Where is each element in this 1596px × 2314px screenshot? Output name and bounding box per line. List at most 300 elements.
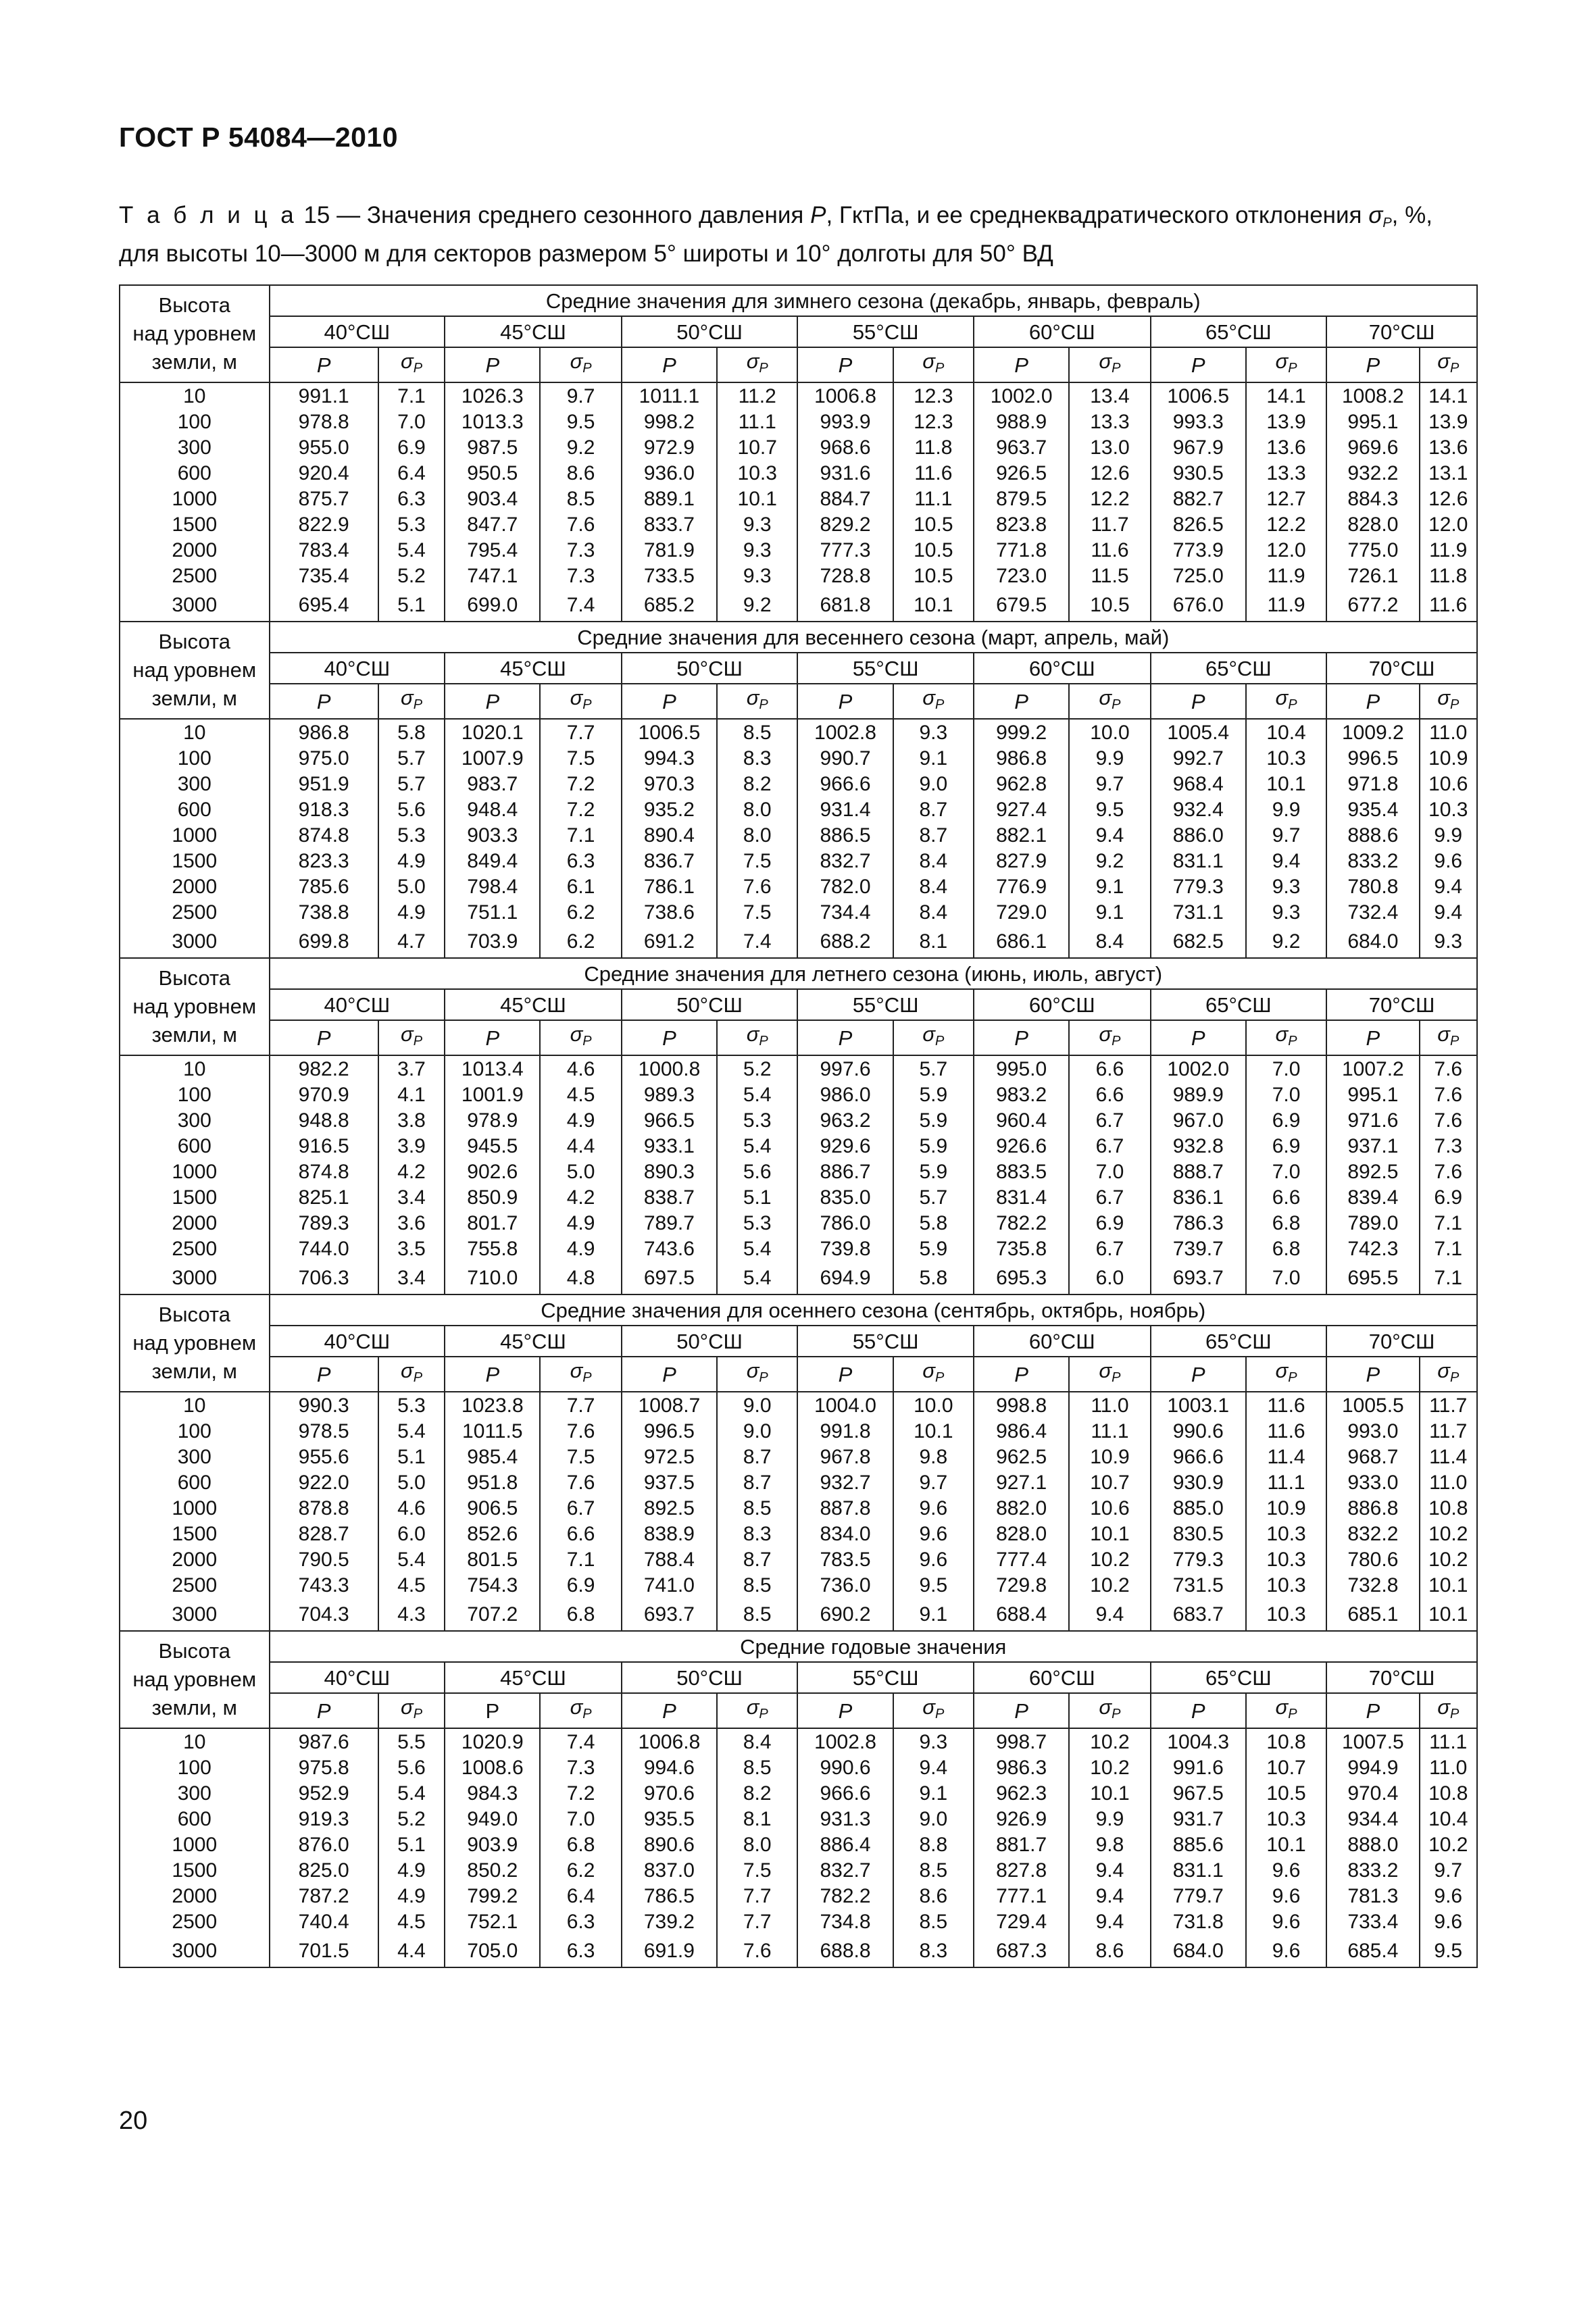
sigma-value: 7.6 bbox=[540, 511, 621, 537]
sigma-value: 5.1 bbox=[717, 1184, 797, 1210]
sigma-value: 9.3 bbox=[717, 563, 797, 588]
height-header-line: над уровнем bbox=[132, 322, 257, 345]
pressure-value: 687.3 bbox=[974, 1934, 1069, 1967]
pressure-value: 732.4 bbox=[1326, 899, 1419, 925]
pressure-value: 823.8 bbox=[974, 511, 1069, 537]
latitude-header: 45°СШ bbox=[445, 653, 622, 684]
height-value: 300 bbox=[120, 1444, 270, 1469]
sigma-value: 10.1 bbox=[893, 1418, 974, 1444]
pressure-value: 988.9 bbox=[974, 409, 1069, 434]
latitude-header: 40°СШ bbox=[270, 1662, 445, 1693]
sigma-value: 11.6 bbox=[893, 460, 974, 486]
height-value: 2500 bbox=[120, 1909, 270, 1934]
pressure-value: 831.1 bbox=[1151, 848, 1246, 874]
sigma-column-header bbox=[893, 684, 974, 719]
latitude-header-row bbox=[120, 989, 1477, 1020]
pressure-value: 690.2 bbox=[797, 1598, 893, 1631]
latitude-header-row bbox=[120, 316, 1477, 347]
sigma-value: 7.5 bbox=[717, 848, 797, 874]
pressure-value: 779.7 bbox=[1151, 1883, 1246, 1909]
sigma-value: 9.0 bbox=[717, 1392, 797, 1418]
latitude-header: 70°СШ bbox=[1326, 989, 1477, 1020]
pressure-value: 972.9 bbox=[622, 434, 717, 460]
sigma-glyph: σ bbox=[401, 686, 414, 709]
sigma-subscript: P bbox=[413, 1707, 423, 1721]
sigma-subscript: P bbox=[1449, 1034, 1460, 1049]
pressure-value: 927.4 bbox=[974, 797, 1069, 822]
sigma-subscript: P bbox=[582, 697, 592, 712]
sigma-value: 9.3 bbox=[1246, 874, 1326, 899]
sigma-subscript: P bbox=[1112, 361, 1121, 376]
sigma-value: 9.0 bbox=[893, 1806, 974, 1832]
pressure-value: 984.3 bbox=[445, 1780, 540, 1806]
sigma-value: 3.8 bbox=[378, 1107, 445, 1133]
sigma-value: 6.9 bbox=[1069, 1210, 1150, 1236]
pressure-value: 1004.3 bbox=[1151, 1728, 1246, 1755]
latitude-header: 65°СШ bbox=[1151, 316, 1327, 347]
sigma-value: 10.5 bbox=[893, 563, 974, 588]
pressure-value: 998.8 bbox=[974, 1392, 1069, 1418]
pressure-value: 728.8 bbox=[797, 563, 893, 588]
pressure-value: 949.0 bbox=[445, 1806, 540, 1832]
sigma-value: 9.1 bbox=[1069, 874, 1150, 899]
pressure-value: 834.0 bbox=[797, 1521, 893, 1546]
pressure-value: 801.7 bbox=[445, 1210, 540, 1236]
sigma-column-header bbox=[1246, 1693, 1326, 1728]
table-row bbox=[120, 460, 1477, 486]
sigma-value: 6.3 bbox=[540, 1934, 621, 1967]
section-title: Средние значения для весеннего сезона (март, апрель, май) bbox=[270, 622, 1477, 653]
sigma-glyph: σ bbox=[1099, 1022, 1112, 1046]
latitude-header: 45°СШ bbox=[445, 1326, 622, 1357]
sigma-value: 9.4 bbox=[1069, 1883, 1150, 1909]
sigma-value: 10.3 bbox=[1246, 745, 1326, 771]
sigma-value: 5.9 bbox=[893, 1082, 974, 1107]
height-value: 1500 bbox=[120, 1184, 270, 1210]
height-value: 300 bbox=[120, 771, 270, 797]
pressure-value: 681.8 bbox=[797, 588, 893, 622]
pressure-value: 826.5 bbox=[1151, 511, 1246, 537]
pressure-value: 747.1 bbox=[445, 563, 540, 588]
pressure-value: 978.9 bbox=[445, 1107, 540, 1133]
table-row bbox=[120, 1444, 1477, 1469]
table-row bbox=[120, 1133, 1477, 1159]
pressure-value: 704.3 bbox=[270, 1598, 378, 1631]
sigma-value: 10.1 bbox=[1420, 1598, 1477, 1631]
sigma-value: 5.7 bbox=[378, 745, 445, 771]
pressure-value: 779.3 bbox=[1151, 874, 1246, 899]
sigma-value: 9.3 bbox=[893, 719, 974, 745]
pressure-column-header: P bbox=[622, 684, 717, 719]
pressure-value: 744.0 bbox=[270, 1236, 378, 1261]
pressure-value: 1009.2 bbox=[1326, 719, 1419, 745]
height-value: 100 bbox=[120, 409, 270, 434]
pressure-column-header: P bbox=[445, 347, 540, 382]
pressure-column-header: P bbox=[797, 684, 893, 719]
pressure-value: 836.1 bbox=[1151, 1184, 1246, 1210]
pressure-value: 783.5 bbox=[797, 1546, 893, 1572]
table-row bbox=[120, 1184, 1477, 1210]
pressure-value: 884.3 bbox=[1326, 486, 1419, 511]
sigma-column-header bbox=[1246, 1357, 1326, 1392]
height-value: 1000 bbox=[120, 1495, 270, 1521]
sigma-value: 8.0 bbox=[717, 1832, 797, 1857]
pressure-value: 874.8 bbox=[270, 1159, 378, 1184]
pressure-value: 837.0 bbox=[622, 1857, 717, 1883]
pressure-value: 926.9 bbox=[974, 1806, 1069, 1832]
height-value: 100 bbox=[120, 745, 270, 771]
sigma-value: 11.9 bbox=[1420, 537, 1477, 563]
table-row bbox=[120, 1934, 1477, 1967]
pressure-column-header: P bbox=[1151, 684, 1246, 719]
sigma-value: 5.9 bbox=[893, 1236, 974, 1261]
sigma-value: 8.7 bbox=[717, 1469, 797, 1495]
pressure-value: 751.1 bbox=[445, 899, 540, 925]
sigma-value: 9.6 bbox=[893, 1546, 974, 1572]
sigma-column-header bbox=[1420, 1357, 1477, 1392]
pressure-value: 755.8 bbox=[445, 1236, 540, 1261]
sigma-subscript: P bbox=[935, 697, 945, 712]
pressure-value: 882.7 bbox=[1151, 486, 1246, 511]
pressure-value: 933.1 bbox=[622, 1133, 717, 1159]
pressure-column-header: P bbox=[974, 1020, 1069, 1055]
pressure-value: 754.3 bbox=[445, 1572, 540, 1598]
sigma-value: 11.7 bbox=[1420, 1392, 1477, 1418]
sigma-subscript: P bbox=[582, 1707, 592, 1721]
sigma-column-header bbox=[378, 1357, 445, 1392]
pressure-value: 986.8 bbox=[270, 719, 378, 745]
pressure-value: 849.4 bbox=[445, 848, 540, 874]
pressure-value: 888.7 bbox=[1151, 1159, 1246, 1184]
sigma-column-header bbox=[717, 684, 797, 719]
sigma-value: 6.4 bbox=[378, 460, 445, 486]
sigma-value: 5.8 bbox=[893, 1210, 974, 1236]
pressure-value: 703.9 bbox=[445, 925, 540, 958]
pressure-value: 892.5 bbox=[622, 1495, 717, 1521]
pressure-value: 978.5 bbox=[270, 1418, 378, 1444]
sigma-column-header bbox=[1246, 684, 1326, 719]
sigma-value: 5.3 bbox=[378, 511, 445, 537]
pressure-value: 777.3 bbox=[797, 537, 893, 563]
sigma-value: 8.6 bbox=[540, 460, 621, 486]
sigma-value: 10.3 bbox=[717, 460, 797, 486]
pressure-value: 710.0 bbox=[445, 1261, 540, 1294]
sigma-value: 9.4 bbox=[893, 1755, 974, 1780]
pressure-column-header: P bbox=[1326, 1357, 1419, 1392]
pressure-column-header: P bbox=[797, 1020, 893, 1055]
sigma-value: 5.7 bbox=[378, 771, 445, 797]
sigma-glyph: σ bbox=[1099, 1359, 1112, 1382]
pressure-value: 786.1 bbox=[622, 874, 717, 899]
sigma-value: 6.4 bbox=[540, 1883, 621, 1909]
table-row bbox=[120, 434, 1477, 460]
sigma-column-header bbox=[1246, 1020, 1326, 1055]
sigma-value: 9.6 bbox=[1246, 1857, 1326, 1883]
sigma-value: 5.3 bbox=[378, 1392, 445, 1418]
sigma-value: 12.2 bbox=[1246, 511, 1326, 537]
height-value: 100 bbox=[120, 1418, 270, 1444]
sigma-column-header bbox=[717, 1693, 797, 1728]
sigma-column-header bbox=[1069, 684, 1150, 719]
sigma-value: 8.2 bbox=[717, 1780, 797, 1806]
pressure-value: 930.5 bbox=[1151, 460, 1246, 486]
latitude-header: 65°СШ bbox=[1151, 653, 1327, 684]
sigma-value: 13.1 bbox=[1420, 460, 1477, 486]
sigma-value: 4.4 bbox=[540, 1133, 621, 1159]
sigma-glyph: σ bbox=[922, 349, 935, 373]
height-value: 10 bbox=[120, 1055, 270, 1082]
pressure-value: 736.0 bbox=[797, 1572, 893, 1598]
pressure-column-header: P bbox=[270, 1693, 378, 1728]
table-row bbox=[120, 1832, 1477, 1857]
height-value: 100 bbox=[120, 1755, 270, 1780]
pressure-value: 776.9 bbox=[974, 874, 1069, 899]
sigma-value: 5.9 bbox=[893, 1107, 974, 1133]
pressure-column-header: P bbox=[974, 347, 1069, 382]
sigma-value: 10.0 bbox=[1069, 719, 1150, 745]
pressure-value: 998.7 bbox=[974, 1728, 1069, 1755]
sigma-value: 11.0 bbox=[1420, 1755, 1477, 1780]
sigma-glyph: σ bbox=[922, 1359, 935, 1382]
pressure-column-header: P bbox=[270, 1020, 378, 1055]
height-header-line: земли, м bbox=[151, 1023, 237, 1047]
sigma-value: 8.7 bbox=[717, 1546, 797, 1572]
sigma-subscript: P bbox=[413, 1370, 423, 1385]
height-header-line: земли, м bbox=[151, 1696, 237, 1719]
sigma-value: 7.5 bbox=[717, 899, 797, 925]
sigma-glyph: σ bbox=[1437, 1359, 1450, 1382]
pressure-value: 822.9 bbox=[270, 511, 378, 537]
table-row bbox=[120, 719, 1477, 745]
sigma-value: 11.7 bbox=[1420, 1418, 1477, 1444]
sigma-value: 5.4 bbox=[378, 537, 445, 563]
pressure-value: 1001.9 bbox=[445, 1082, 540, 1107]
table-row bbox=[120, 1261, 1477, 1294]
sigma-value: 8.5 bbox=[717, 719, 797, 745]
pressure-value: 967.0 bbox=[1151, 1107, 1246, 1133]
pressure-value: 825.1 bbox=[270, 1184, 378, 1210]
pressure-value: 1006.8 bbox=[797, 382, 893, 409]
pressure-value: 918.3 bbox=[270, 797, 378, 822]
sigma-glyph: σ bbox=[401, 349, 414, 373]
latitude-header: 60°СШ bbox=[974, 989, 1151, 1020]
sigma-value: 13.3 bbox=[1069, 409, 1150, 434]
pressure-value: 903.9 bbox=[445, 1832, 540, 1857]
pressure-value: 676.0 bbox=[1151, 588, 1246, 622]
pressure-value: 1020.1 bbox=[445, 719, 540, 745]
table-row bbox=[120, 1055, 1477, 1082]
sigma-value: 6.0 bbox=[378, 1521, 445, 1546]
pressure-value: 986.3 bbox=[974, 1755, 1069, 1780]
sigma-value: 9.5 bbox=[1420, 1934, 1477, 1967]
sigma-column-header bbox=[1420, 1693, 1477, 1728]
sigma-column-header bbox=[893, 1020, 974, 1055]
table-row bbox=[120, 1598, 1477, 1631]
pressure-value: 1008.6 bbox=[445, 1755, 540, 1780]
height-value: 3000 bbox=[120, 925, 270, 958]
sigma-value: 9.5 bbox=[540, 409, 621, 434]
sigma-value: 9.7 bbox=[1420, 1857, 1477, 1883]
pressure-value: 978.8 bbox=[270, 409, 378, 434]
sigma-subscript: P bbox=[1112, 697, 1121, 712]
sigma-value: 10.2 bbox=[1069, 1546, 1150, 1572]
pressure-value: 994.6 bbox=[622, 1755, 717, 1780]
sigma-value: 5.8 bbox=[378, 719, 445, 745]
pressure-value: 906.5 bbox=[445, 1495, 540, 1521]
pressure-value: 970.3 bbox=[622, 771, 717, 797]
pressure-value: 995.1 bbox=[1326, 1082, 1419, 1107]
sigma-value: 10.3 bbox=[1246, 1521, 1326, 1546]
sigma-glyph: σ bbox=[1437, 349, 1450, 373]
pressure-value: 739.2 bbox=[622, 1909, 717, 1934]
sigma-value: 10.2 bbox=[1069, 1755, 1150, 1780]
sigma-value: 12.7 bbox=[1246, 486, 1326, 511]
height-header-cell bbox=[120, 285, 270, 382]
pressure-value: 832.2 bbox=[1326, 1521, 1419, 1546]
pressure-value: 695.5 bbox=[1326, 1261, 1419, 1294]
sigma-subscript: P bbox=[1288, 1707, 1297, 1721]
table-row bbox=[120, 1755, 1477, 1780]
pressure-value: 729.8 bbox=[974, 1572, 1069, 1598]
sigma-value: 10.0 bbox=[893, 1392, 974, 1418]
pressure-value: 1013.3 bbox=[445, 409, 540, 434]
pressure-value: 886.7 bbox=[797, 1159, 893, 1184]
table-row bbox=[120, 1728, 1477, 1755]
sigma-glyph: σ bbox=[1275, 1695, 1289, 1719]
pressure-value: 931.7 bbox=[1151, 1806, 1246, 1832]
symbol-header-row bbox=[120, 684, 1477, 719]
pressure-value: 731.8 bbox=[1151, 1909, 1246, 1934]
sigma-value: 10.3 bbox=[1246, 1598, 1326, 1631]
pressure-value: 1006.8 bbox=[622, 1728, 717, 1755]
sigma-glyph: σ bbox=[1437, 1022, 1450, 1046]
sigma-value: 10.7 bbox=[1069, 1469, 1150, 1495]
sigma-value: 13.3 bbox=[1246, 460, 1326, 486]
pressure-value: 788.4 bbox=[622, 1546, 717, 1572]
pressure-value: 975.0 bbox=[270, 745, 378, 771]
pressure-value: 966.6 bbox=[1151, 1444, 1246, 1469]
sigma-value: 7.7 bbox=[717, 1883, 797, 1909]
pressure-value: 835.0 bbox=[797, 1184, 893, 1210]
sigma-value: 10.4 bbox=[1420, 1806, 1477, 1832]
sigma-value: 12.6 bbox=[1420, 486, 1477, 511]
sigma-glyph: σ bbox=[746, 1695, 759, 1719]
sigma-subscript: P bbox=[413, 361, 423, 376]
pressure-value: 726.1 bbox=[1326, 563, 1419, 588]
table-row bbox=[120, 745, 1477, 771]
pressure-value: 1005.5 bbox=[1326, 1392, 1419, 1418]
latitude-header: 50°СШ bbox=[622, 1326, 798, 1357]
sigma-value: 7.6 bbox=[540, 1418, 621, 1444]
sigma-value: 11.1 bbox=[1420, 1728, 1477, 1755]
sigma-value: 5.3 bbox=[717, 1107, 797, 1133]
pressure-value: 799.2 bbox=[445, 1883, 540, 1909]
table-row bbox=[120, 1418, 1477, 1444]
height-value: 2500 bbox=[120, 899, 270, 925]
pressure-value: 951.8 bbox=[445, 1469, 540, 1495]
sigma-value: 11.5 bbox=[1069, 563, 1150, 588]
pressure-value: 735.8 bbox=[974, 1236, 1069, 1261]
pressure-value: 951.9 bbox=[270, 771, 378, 797]
sigma-value: 10.9 bbox=[1069, 1444, 1150, 1469]
pressure-value: 926.6 bbox=[974, 1133, 1069, 1159]
sigma-column-header bbox=[540, 1693, 621, 1728]
pressure-value: 733.5 bbox=[622, 563, 717, 588]
pressure-value: 739.8 bbox=[797, 1236, 893, 1261]
sigma-value: 4.9 bbox=[378, 1883, 445, 1909]
sigma-value: 9.2 bbox=[717, 588, 797, 622]
sigma-value: 4.9 bbox=[378, 1857, 445, 1883]
sigma-value: 8.5 bbox=[540, 486, 621, 511]
sigma-value: 10.3 bbox=[1246, 1546, 1326, 1572]
height-header-line: над уровнем bbox=[132, 995, 257, 1018]
pressure-value: 982.2 bbox=[270, 1055, 378, 1082]
pressure-value: 903.3 bbox=[445, 822, 540, 848]
height-header-line: земли, м bbox=[151, 1359, 237, 1383]
height-value: 100 bbox=[120, 1082, 270, 1107]
pressure-value: 775.0 bbox=[1326, 537, 1419, 563]
caption-text-1: 15 — Значения среднего сезонного давления bbox=[297, 202, 811, 228]
sigma-value: 5.0 bbox=[378, 1469, 445, 1495]
sigma-value: 7.7 bbox=[540, 719, 621, 745]
sigma-value: 6.8 bbox=[1246, 1210, 1326, 1236]
pressure-value: 970.9 bbox=[270, 1082, 378, 1107]
sigma-value: 9.5 bbox=[893, 1572, 974, 1598]
pressure-table-container bbox=[119, 284, 1478, 1968]
pressure-value: 916.5 bbox=[270, 1133, 378, 1159]
sigma-value: 7.0 bbox=[1246, 1055, 1326, 1082]
height-value: 600 bbox=[120, 1469, 270, 1495]
pressure-value: 695.3 bbox=[974, 1261, 1069, 1294]
pressure-value: 780.6 bbox=[1326, 1546, 1419, 1572]
height-header-line: земли, м bbox=[151, 686, 237, 710]
sigma-value: 7.1 bbox=[540, 822, 621, 848]
latitude-header: 45°СШ bbox=[445, 989, 622, 1020]
sigma-value: 5.4 bbox=[378, 1780, 445, 1806]
sigma-value: 8.6 bbox=[1069, 1934, 1150, 1967]
pressure-value: 781.9 bbox=[622, 537, 717, 563]
pressure-value: 836.7 bbox=[622, 848, 717, 874]
pressure-column-header: P bbox=[1326, 347, 1419, 382]
sigma-value: 7.6 bbox=[1420, 1159, 1477, 1184]
pressure-value: 685.2 bbox=[622, 588, 717, 622]
sigma-value: 7.0 bbox=[540, 1806, 621, 1832]
section-title: Средние значения для зимнего сезона (декабрь, январь, февраль) bbox=[270, 285, 1477, 316]
sigma-value: 10.1 bbox=[893, 588, 974, 622]
sigma-value: 10.6 bbox=[1069, 1495, 1150, 1521]
sigma-glyph: σ bbox=[570, 1359, 583, 1382]
sigma-value: 6.3 bbox=[540, 1909, 621, 1934]
sigma-glyph: σ bbox=[570, 1695, 583, 1719]
pressure-value: 955.0 bbox=[270, 434, 378, 460]
pressure-value: 839.4 bbox=[1326, 1184, 1419, 1210]
pressure-value: 929.6 bbox=[797, 1133, 893, 1159]
sigma-value: 7.1 bbox=[540, 1546, 621, 1572]
pressure-value: 932.4 bbox=[1151, 797, 1246, 822]
sigma-value: 9.1 bbox=[893, 745, 974, 771]
height-value: 1500 bbox=[120, 1857, 270, 1883]
sigma-value: 9.9 bbox=[1246, 797, 1326, 822]
pressure-value: 994.9 bbox=[1326, 1755, 1419, 1780]
latitude-header: 50°СШ bbox=[622, 653, 798, 684]
table-row bbox=[120, 1521, 1477, 1546]
sigma-value: 7.3 bbox=[540, 1755, 621, 1780]
pressure-value: 852.6 bbox=[445, 1521, 540, 1546]
pressure-column-header: P bbox=[622, 1693, 717, 1728]
sigma-value: 7.6 bbox=[540, 1469, 621, 1495]
pressure-value: 777.4 bbox=[974, 1546, 1069, 1572]
table-row bbox=[120, 874, 1477, 899]
